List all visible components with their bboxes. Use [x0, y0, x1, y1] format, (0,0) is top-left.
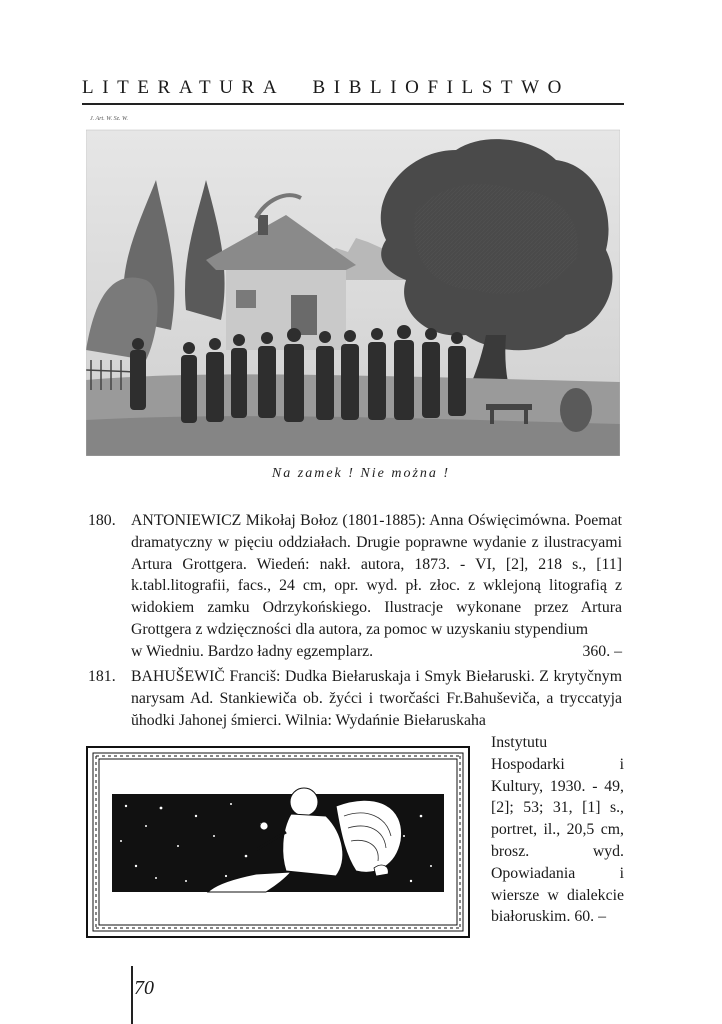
entry-description-continued: [491, 732, 624, 928]
entry-description: ANTONIEWICZ Mikołaj Bołoz (1801-1885): Anna Oświęcimówna. Poemat dramatyczny w pięciu oddziałach. Drugie poprawne wydanie z ilustracyami Artura Grottgera. Wiedeń: nakł. autora, 1873. - VI, [2], 218 s., [11] k.tabl.litografii, facs., 24 cm, opr. wyd. pł. złoc. z wklejoną litografią z widokiem zamku Odrzykońskiego. Ilustracje wykonane przez Artura Grottgera z wdzięczności dla autora, za pomoc w uzyskaniu stypendium: [131, 512, 622, 638]
folio-rule: [131, 966, 133, 1024]
header-section-right: BIBLIOFILSTWO: [312, 77, 570, 98]
entry-continuation: Instytutu Hospodarki i Kultury, 1930. - 49, [2]; 53; 31, [1] s., portret, il., 20,5 cm, brosz. wyd. Opowiadania i wiersze w dialekcie białoruskim.: [491, 734, 624, 926]
entry-description-end: w Wiedniu. Bardzo ładny egzemplarz.: [131, 642, 374, 660]
header-section-left: LITERATURA: [82, 77, 286, 98]
entry-price: 360. –: [582, 642, 622, 660]
lithograph-illustration: [86, 120, 620, 456]
running-header: [82, 76, 624, 100]
catalog-entry-181: [88, 666, 622, 731]
entry-price: 60. –: [574, 908, 606, 926]
illustration-caption: Na zamek ! Nie można !: [271, 466, 451, 481]
entry-number: 180.: [88, 512, 116, 529]
entry-description: BAHUŠEWIČ Franciš: Dudka Biełaruskaja i Smyk Biełaruski. Z krytyčnym narysam Ad. Stankiewiča ob. žyćci i tworčaści Fr.Bahuševiča, a tryccatyja ŭhodki Jahonej śmierci. Wilnia: Wydańnie Biełaruskaha: [131, 668, 622, 729]
header-rule: [82, 103, 624, 105]
angel-vignette-illustration: [86, 746, 470, 938]
catalog-entry-180: [88, 510, 622, 663]
plate-signature: J. Art. W. Sz. W.: [90, 116, 128, 122]
entry-number: 181.: [88, 668, 116, 685]
page-number: 70: [134, 977, 154, 999]
entry-last-line: [131, 641, 622, 663]
